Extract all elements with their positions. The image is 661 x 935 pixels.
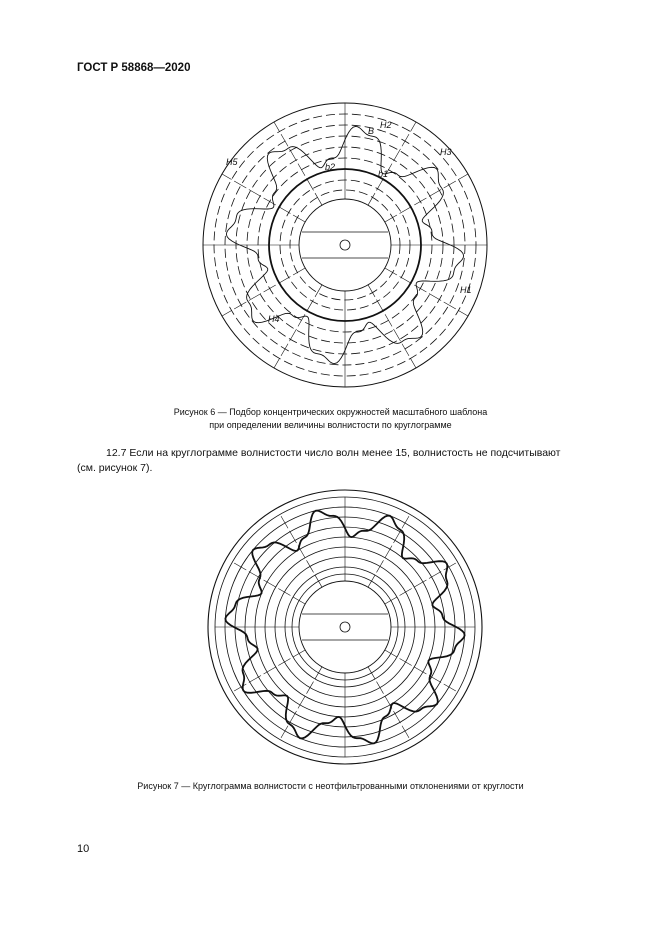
figure6-caption-line1: Рисунок 6 — Подбор концентрических окружностей масштабного шаблона bbox=[173, 407, 488, 417]
fig6-center-hole bbox=[340, 240, 350, 250]
fig7-ring bbox=[292, 574, 398, 680]
fig6-hub bbox=[299, 199, 391, 291]
fig7-radial-line bbox=[368, 667, 410, 740]
fig6-label-B: B bbox=[368, 126, 375, 136]
paragraph-12-7-cont: (см. рисунок 7). bbox=[77, 462, 153, 474]
fig6-label-H5: H5 bbox=[226, 157, 238, 167]
fig6-dashed-ring bbox=[290, 190, 400, 300]
fig7-radial-line bbox=[280, 514, 322, 587]
document-header: ГОСТ Р 58868—2020 bbox=[77, 62, 191, 74]
fig6-dashed-ring bbox=[280, 180, 410, 310]
figure6-caption bbox=[0, 406, 661, 432]
paragraph-12-7: 12.7 Если на круглограмме волнистости число волн менее 15, волнистость не подсчитывают bbox=[106, 447, 561, 459]
fig7-center-hole bbox=[340, 622, 350, 632]
fig6-label-H4: H4 bbox=[268, 314, 280, 324]
fig7-ring bbox=[285, 567, 405, 687]
figure7-caption: Рисунок 7 — Круглограмма волнистости с неотфильтрованными отклонениями от круглости bbox=[137, 781, 524, 791]
fig6-label-H1: H1 bbox=[460, 285, 472, 295]
fig6-label-H2: H2 bbox=[380, 120, 392, 130]
fig7-hub bbox=[299, 581, 391, 673]
page-number: 10 bbox=[77, 843, 90, 855]
fig6-label-b1: b1 bbox=[378, 169, 389, 179]
figure6-caption-line2: при определении величины волнистости по круглограмме bbox=[209, 420, 452, 430]
fig6-label-H3: H3 bbox=[440, 147, 452, 157]
fig6-label-b2: b2 bbox=[325, 162, 336, 172]
